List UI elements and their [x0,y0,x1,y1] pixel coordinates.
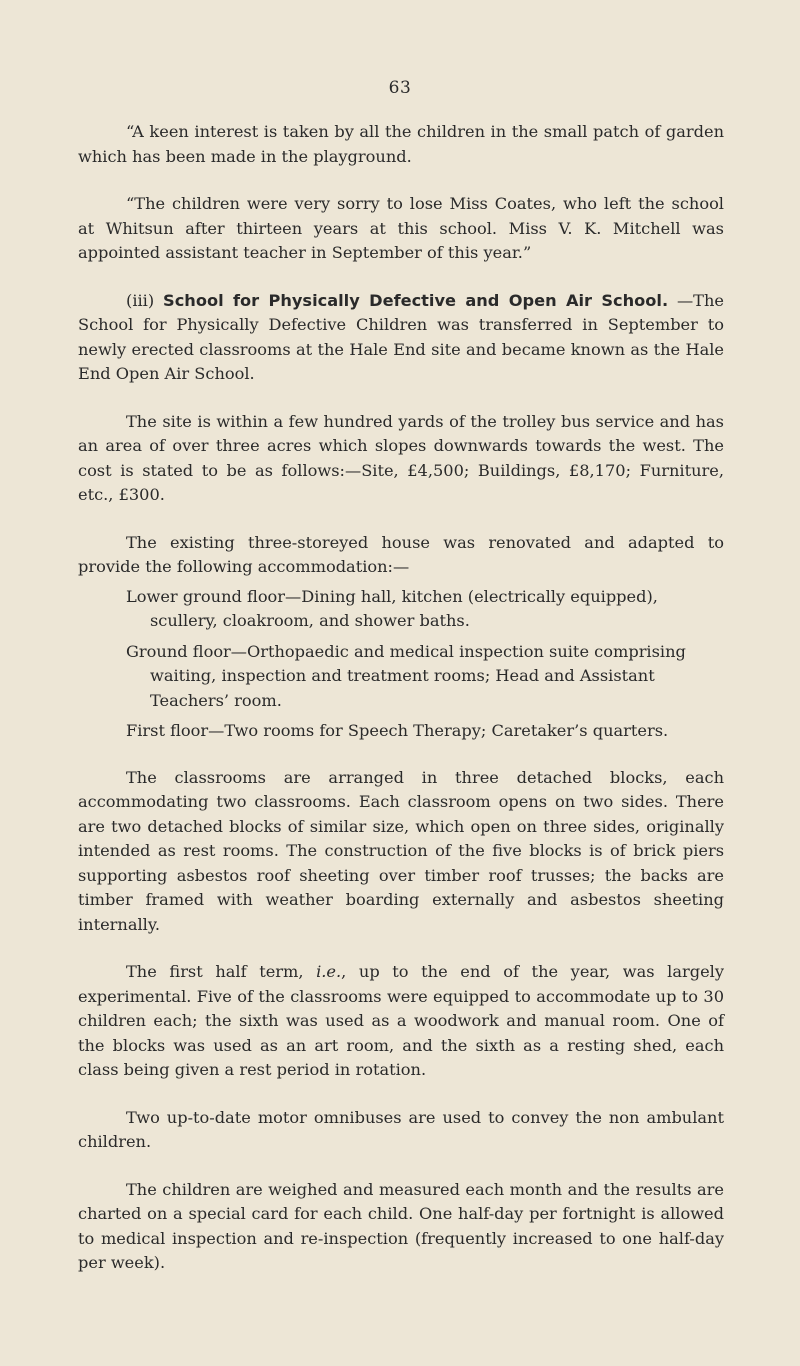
list-item-ground-floor: Ground floor—Orthopaedic and medical inspection suite comprising waiting, inspection and treatment rooms; Head and Assistant Teachers’ room. [126,641,686,710]
paragraph-measurements: The children are weighed and measured each month and the results are charted on a special card for each child. One half-day per fortnight is allowed to medical inspection and re-inspection (frequently increased to one half-day per week). [78,1179,724,1272]
paragraph-garden: “A keen interest is taken by all the children in the small patch of garden which has been made in the playground. [78,122,724,166]
section-heading-body: —The School for Physically Defective Children was transferred in September to newly erected classrooms at the Hale End site and became known as the Hale End Open Air School. [78,290,724,383]
paragraph-open-air-school [78,289,724,387]
list-item-first-floor: First floor—Two rooms for Speech Therapy; Caretaker’s quarters. [126,721,669,740]
paragraph-staff-change: “The children were very sorry to lose Miss Coates, who left the school at Whitsun after thirteen years at this school. Miss V. K. Mitchell was appointed assistant teacher in September of this year.” [78,194,724,262]
list-item-lower-ground-floor: Lower ground floor—Dining hall, kitchen (electrically equipped), scullery, cloakroom, and shower baths. [126,586,658,630]
page-number: 63 [388,78,412,98]
paragraph-accommodation-intro: The existing three-storeyed house was renovated and adapted to provide the following accommodation:— [78,532,724,576]
first-half-term-rest: , up to the end of the year, was largely experimental. Five of the classrooms were equipped to accommodate up to 30 children each; the sixth was used as a woodwork and manual room. One of the blocks was used as an art room, and the sixth as a resting shed, each class being given a rest period in rotation. [78,962,724,1079]
section-number: (iii) [126,290,164,310]
section-heading: School for Physically Defective and Open Air School. [163,290,669,310]
paragraph-omnibuses: Two up-to-date motor omnibuses are used to convey the non ambulant children. [78,1107,724,1151]
ie-abbreviation: i.e. [316,962,342,981]
first-half-term-start: The first half term, [126,962,317,981]
document-body [78,120,724,1299]
paragraph-classrooms: The classrooms are arranged in three detached blocks, each accommodating two classrooms. Each classroom opens on two sides. There are two detached blocks of similar size, which open on three sides, originally intended as rest rooms. The construction of the five blocks is of brick piers supporting asbestos roof sheeting over timber roof trusses; the backs are timber framed with weather boarding externally and asbestos sheeting internally. [78,767,724,934]
paragraph-site-cost: The site is within a few hundred yards of the trolley bus service and has an area of over three acres which slopes downwards towards the west. The cost is stated to be as follows:—Site, £4,500; Buildings, £8,170; Furniture, etc., £300. [78,411,724,504]
paragraph-first-half-term [78,960,724,1083]
